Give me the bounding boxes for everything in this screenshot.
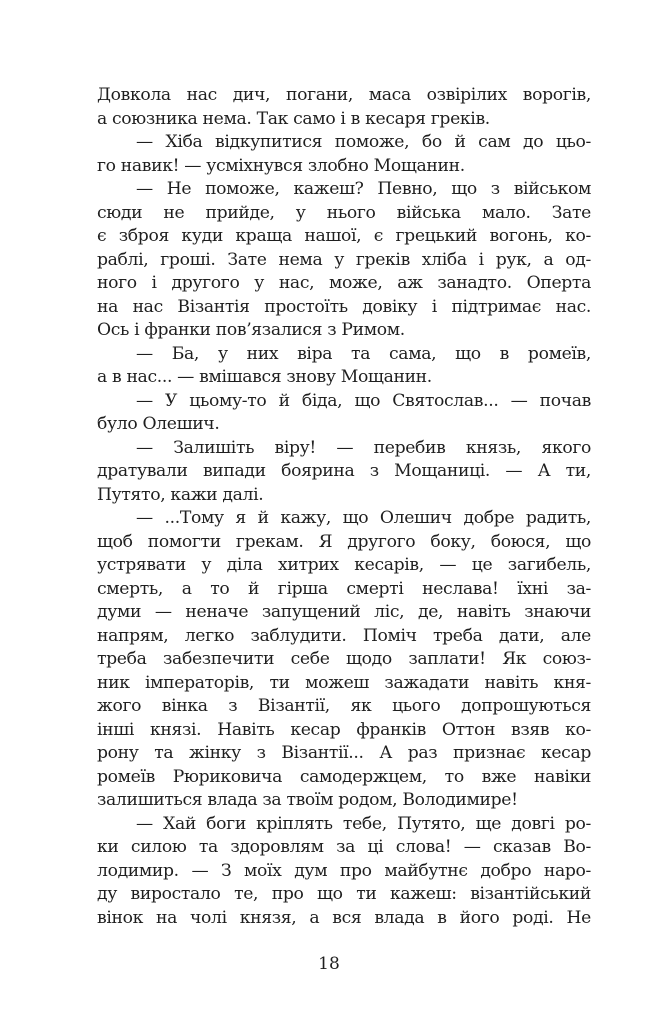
text-line: на нас Візантія простоїть довіку і підтримає нас. <box>97 296 591 317</box>
text-line: ного і другого у нас, може, аж занадто. Оперта <box>97 273 591 293</box>
text-line: — Хіба відкупитися поможе, бо й сам до цьо- <box>136 132 591 152</box>
text-line: думи — неначе запущений ліс, де, навіть знаючи <box>97 602 591 622</box>
text-line: лодимир. — З моїх дум про майбутнє добро наро- <box>97 860 591 881</box>
text-line: ки силою та здоровлям за ці слова! — сказав Во- <box>97 837 591 857</box>
text-line: Путято, кажи далі. <box>97 484 264 505</box>
text-line: а в нас... — вмішався знову Мощанин. <box>97 367 432 387</box>
text-line: — Залишіть віру! — перебив князь, якого <box>136 437 591 458</box>
text-line: — Не поможе, кажеш? Певно, що з військом <box>136 179 591 199</box>
page-number: 18 <box>318 954 340 974</box>
text-line: є зброя куди краща нашої, є грецький вогонь, ко- <box>97 226 591 246</box>
text-line: рону та жінку з Візантії... А раз признає кесар <box>97 743 591 763</box>
text-line: устрявати у діла хитрих кесарів, — це загибель, <box>97 555 591 575</box>
text-line: напрям, легко заблудити. Поміч треба дати, але <box>97 625 591 646</box>
text-line: го навик! — усміхнувся злобно Мощанин. <box>97 155 465 176</box>
text-line: було Олешич. <box>97 414 220 434</box>
text-line: ду виростало те, про що ти кажеш: візантійський <box>97 884 591 904</box>
text-line: інші князі. Навіть кесар франків Оттон взяв ко- <box>97 719 591 740</box>
body-text <box>97 84 591 930</box>
text-line: ромеїв Рюриковича самодержцем, то вже навіки <box>97 766 591 787</box>
text-line: — ...Тому я й кажу, що Олешич добре радить, <box>136 508 591 528</box>
text-line: залишиться влада за твоїм родом, Володимире! <box>97 790 518 810</box>
text-line: смерть, а то й гірша смерті неслава! їхні за- <box>97 578 591 599</box>
text-line: — Хай боги кріплять тебе, Путято, ще довгі ро- <box>136 813 591 834</box>
text-line: вінок на чолі князя, а вся влада в його роді. Не <box>97 907 591 928</box>
text-line: а союзника нема. Так само і в кесаря греків. <box>97 108 490 129</box>
text-line: щоб помогти грекам. Я другого боку, боюся, що <box>97 531 591 552</box>
text-line: — У цьому-то й біда, що Святослав... — почав <box>136 390 591 411</box>
text-line: Ось і франки пов’язалися з Римом. <box>97 320 405 340</box>
text-line: треба забезпечити себе щодо заплати! Як союз- <box>97 649 591 669</box>
text-line: раблі, гроші. Зате нема у греків хліба і рук, а од- <box>97 249 591 270</box>
text-line: дратували випади боярина з Мощаниці. — А ти, <box>97 461 591 481</box>
text-line: ник імператорів, ти можеш зажадати навіть кня- <box>97 672 591 693</box>
text-line: жого вінка з Візантії, як цього допрошуються <box>97 696 591 716</box>
text-line: Довкола нас дич, погани, маса озвірілих ворогів, <box>97 85 591 105</box>
text-line: сюди не прийде, у нього війська мало. Зате <box>97 202 591 223</box>
text-line: — Ба, у них віра та сама, що в ромеїв, <box>136 343 591 364</box>
